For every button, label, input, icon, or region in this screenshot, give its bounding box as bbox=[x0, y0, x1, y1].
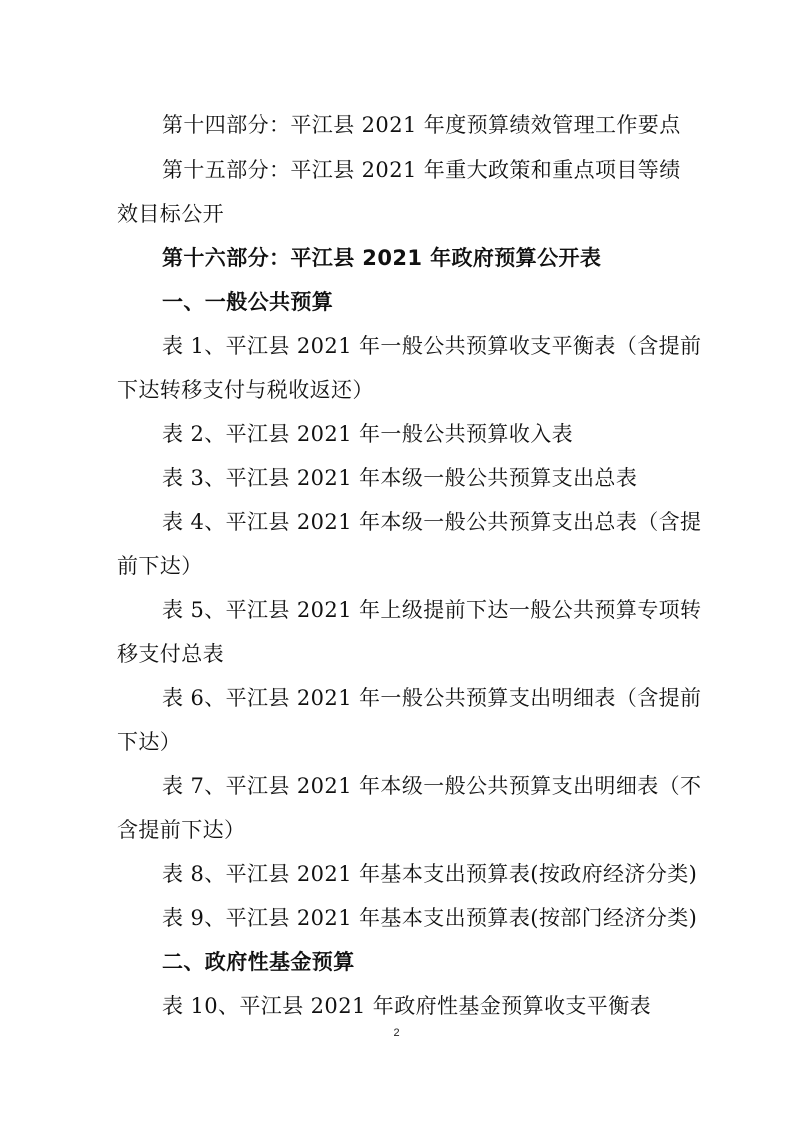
toc-line: 表 10、平江县 2021 年政府性基金预算收支平衡表 bbox=[162, 994, 651, 1018]
toc-line: 第十五部分：平江县 2021 年重大政策和重点项目等绩 bbox=[162, 158, 681, 182]
toc-line: 表 8、平江县 2021 年基本支出预算表(按政府经济分类) bbox=[162, 862, 698, 886]
toc-line-continuation: 下达转移支付与税收返还） bbox=[117, 378, 374, 402]
toc-line-continuation: 移支付总表 bbox=[117, 642, 224, 666]
section-heading: 第十六部分：平江县 2021 年政府预算公开表 bbox=[162, 246, 602, 270]
toc-line-continuation: 前下达） bbox=[117, 554, 203, 578]
page-number: 2 bbox=[393, 1027, 400, 1039]
toc-line: 表 9、平江县 2021 年基本支出预算表(按部门经济分类) bbox=[162, 906, 698, 930]
subsection-heading: 二、政府性基金预算 bbox=[162, 950, 355, 974]
toc-line: 表 5、平江县 2021 年上级提前下达一般公共预算专项转 bbox=[162, 598, 702, 622]
toc-line-continuation: 下达） bbox=[117, 730, 182, 754]
toc-line: 表 3、平江县 2021 年本级一般公共预算支出总表 bbox=[162, 466, 638, 490]
toc-line: 表 7、平江县 2021 年本级一般公共预算支出明细表（不 bbox=[162, 774, 702, 798]
toc-line: 表 6、平江县 2021 年一般公共预算支出明细表（含提前 bbox=[162, 686, 702, 710]
toc-line-continuation: 含提前下达） bbox=[117, 818, 246, 842]
toc-line: 第十四部分：平江县 2021 年度预算绩效管理工作要点 bbox=[162, 113, 681, 137]
toc-line: 表 2、平江县 2021 年一般公共预算收入表 bbox=[162, 422, 574, 446]
subsection-heading: 一、一般公共预算 bbox=[162, 290, 334, 314]
toc-line-continuation: 效目标公开 bbox=[117, 202, 224, 226]
toc-line: 表 4、平江县 2021 年本级一般公共预算支出总表（含提 bbox=[162, 510, 702, 534]
toc-line: 表 1、平江县 2021 年一般公共预算收支平衡表（含提前 bbox=[162, 334, 702, 358]
